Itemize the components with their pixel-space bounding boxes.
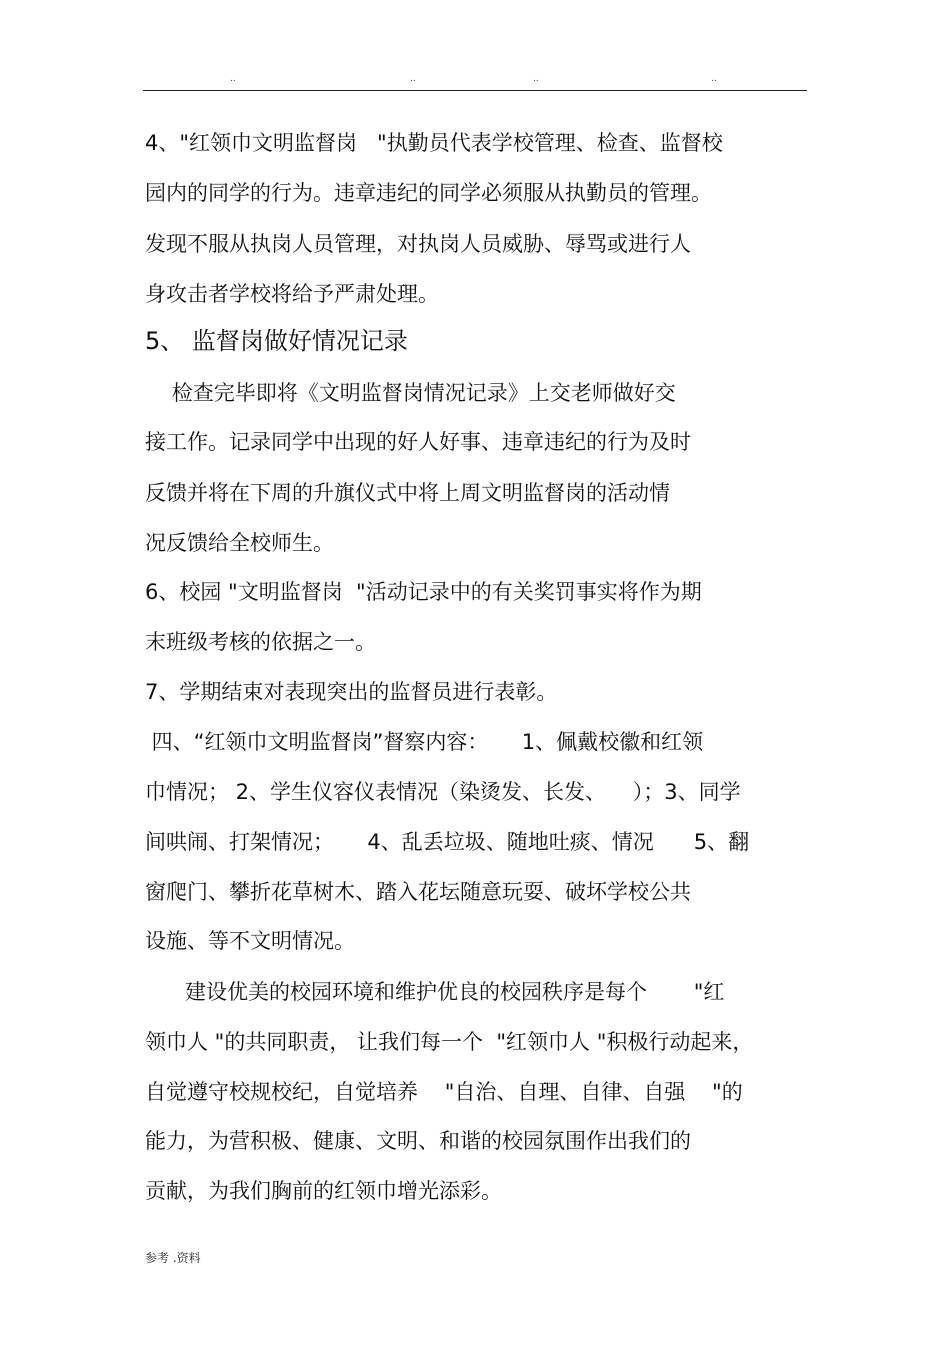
body-line: 园内的同学的行为。违章违纪的同学必须服从执勤员的管理。	[145, 181, 712, 205]
header-rule	[143, 90, 807, 91]
header-mark: ..	[711, 74, 717, 84]
body-line: 接工作。记录同学中出现的好人好事、违章违纪的行为及时	[145, 430, 691, 454]
body-line: 四、“红领巾文明监督岗”督察内容： 1、佩戴校徽和红领	[145, 730, 704, 754]
body-line: 领巾人 "的共同职责， 让我们每一个 "红领巾人 "积极行动起来，	[145, 1030, 754, 1054]
body-line: 能力，为营积极、健康、文明、和谐的校园氛围作出我们的	[145, 1129, 691, 1153]
body-line: 建设优美的校园环境和维护优良的校园秩序是每个 "红	[145, 980, 725, 1004]
page-header	[0, 72, 950, 86]
section-heading: 5、 监督岗做好情况记录	[145, 327, 408, 355]
body-line: 6、校园 "文明监督岗 "活动记录中的有关奖罚事实将作为期	[145, 580, 702, 604]
header-mark: ..	[230, 74, 236, 84]
body-line: 发现不服从执岗人员管理，对执岗人员威胁、辱骂或进行人	[145, 232, 691, 256]
body-line: 末班级考核的依据之一。	[145, 630, 376, 654]
body-line: 7、学期结束对表现突出的监督员进行表彰。	[145, 680, 558, 704]
body-line: 设施、等不文明情况。	[145, 929, 355, 953]
body-line: 4、"红领巾文明监督岗 "执勤员代表学校管理、检查、监督校	[145, 131, 723, 155]
header-mark: ..	[533, 74, 539, 84]
body-line: 窗爬门、攀折花草树木、踏入花坛随意玩耍、破坏学校公共	[145, 880, 691, 904]
body-line: 况反馈给全校师生。	[145, 531, 334, 555]
body-line: 检查完毕即将《文明监督岗情况记录》上交老师做好交	[145, 381, 676, 405]
header-mark: ..	[410, 74, 416, 84]
body-line: 身攻击者学校将给予严肃处理。	[145, 282, 439, 306]
body-line: 间哄闹、打架情况； 4、乱丢垃圾、随地吐痰、情况 5、翻	[145, 830, 750, 854]
body-line: 贡献，为我们胸前的红领巾增光添彩。	[145, 1179, 502, 1203]
body-line: 巾情况； 2、学生仪容仪表情况（染烫发、长发、 ）；3、同学	[145, 780, 741, 804]
body-line: 反馈并将在下周的升旗仪式中将上周文明监督岗的活动情	[145, 481, 670, 505]
body-line: 自觉遵守校规校纪，自觉培养 "自治、自理、自律、自强 "的	[145, 1080, 743, 1104]
page-footer: 参考 .资料	[145, 1251, 201, 1265]
